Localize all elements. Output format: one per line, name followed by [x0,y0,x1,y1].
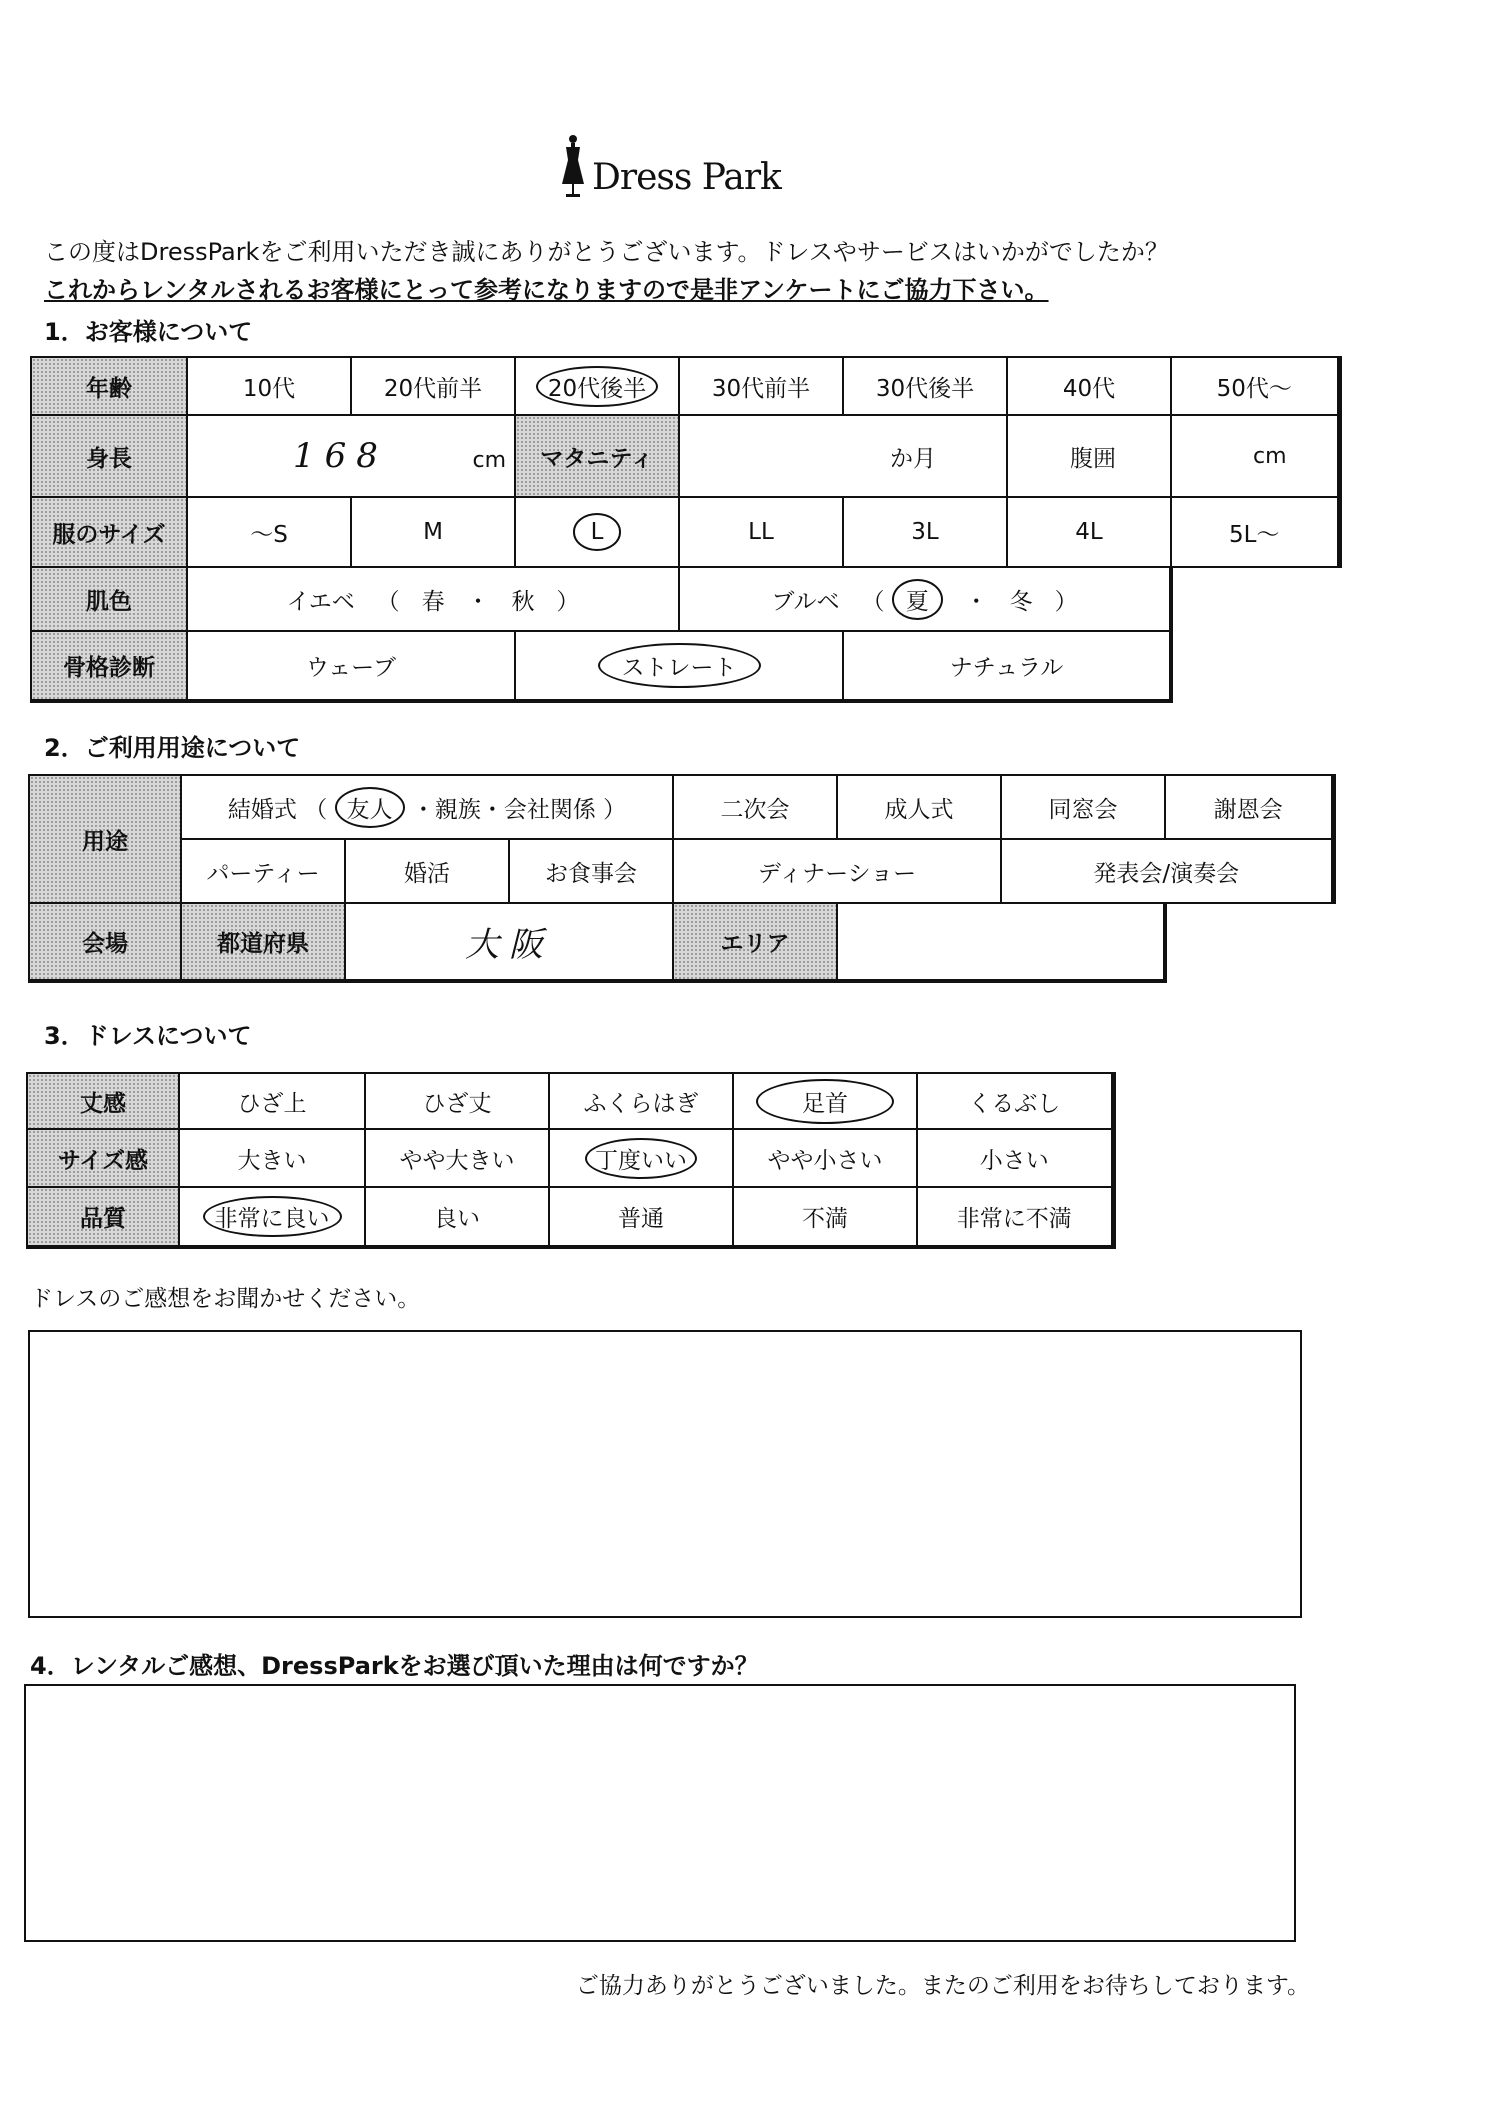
intro-text: この度はDressParkをご利用いただき誠にありがとうございます。ドレスやサービスはいかがでしたか？ [44,238,1169,266]
size-option[interactable]: 5L～ [1171,497,1339,567]
age-option[interactable]: 40代 [1007,357,1171,415]
summer-option-selected: 夏 [892,579,943,620]
maternity-label: マタニティ [515,415,679,497]
fit-option[interactable]: やや大きい [365,1129,549,1187]
frame-label: 骨格診断 [31,631,187,701]
paren-open: （ [376,588,400,615]
wedding-other-options: ・親族・会社関係 [411,796,596,823]
length-option[interactable]: ふくらはぎ [549,1073,733,1129]
use-option[interactable]: お食事会 [509,839,673,903]
use-option[interactable]: パーティー [181,839,345,903]
size-option[interactable]: ～S [187,497,351,567]
use-option[interactable]: 謝恩会 [1165,775,1333,839]
blue-base-label: ブルベ [771,588,840,615]
paren-close: ） [556,588,580,615]
section-1-title: 1．お客様について [44,318,253,346]
age-option-selected[interactable] [515,357,679,415]
height-label: 身長 [31,415,187,497]
dress-mannequin-icon [560,134,586,198]
friend-option-selected: 友人 [335,787,405,828]
age-option[interactable]: 30代前半 [679,357,843,415]
area-field[interactable] [837,903,1165,981]
skin-label: 肌色 [31,567,187,631]
wedding-label: 結婚式 [227,796,297,823]
selected-ring: 20代後半 [536,366,658,407]
impression-textarea[interactable] [28,1330,1302,1618]
use-option[interactable]: 発表会/演奏会 [1001,839,1333,903]
use-option[interactable]: 婚活 [345,839,509,903]
age-option[interactable]: 30代後半 [843,357,1007,415]
size-option[interactable]: M [351,497,515,567]
section-4-title: 4．レンタルご感想、DressParkをお選び頂いた理由は何ですか？ [30,1652,759,1680]
logo [560,128,781,198]
height-unit: cm [472,448,506,473]
logo-text: Dress Park [592,157,781,198]
paren-open: （ [304,796,328,823]
customer-table [30,356,1342,703]
wedding-option[interactable] [181,775,673,839]
selected-ring: 丁度いい [585,1138,697,1179]
paren-close: ） [1054,588,1078,615]
use-label: 用途 [29,775,181,903]
waist-label: 腹囲 [1007,415,1171,497]
use-option[interactable]: ディナーショー [673,839,1001,903]
dress-table [26,1072,1116,1249]
use-option[interactable]: 二次会 [673,775,837,839]
quality-option[interactable]: 非常に不満 [917,1187,1113,1247]
fit-label: サイズ感 [27,1129,179,1187]
venue-label: 会場 [29,903,181,981]
usage-table [28,774,1336,983]
quality-option-selected[interactable] [179,1187,365,1247]
section-2-title: 2．ご利用用途について [44,734,301,762]
selected-ring: ストレート [598,643,761,688]
prefecture-label: 都道府県 [181,903,345,981]
maternity-months-field[interactable] [679,415,1007,497]
intro-request: これからレンタルされるお客様にとって参考になりますので是非アンケートにご協力下さい。 [44,276,1049,304]
size-option[interactable]: 3L [843,497,1007,567]
impression-label: ドレスのご感想をお聞かせください。 [30,1286,421,1312]
fit-option[interactable]: やや小さい [733,1129,917,1187]
fit-option-selected[interactable] [549,1129,733,1187]
prefecture-value: 大阪 [465,925,554,965]
reason-textarea[interactable] [24,1684,1296,1942]
paren-close: ） [603,796,627,823]
age-option[interactable]: 50代～ [1171,357,1339,415]
quality-label: 品質 [27,1187,179,1247]
age-option[interactable]: 20代前半 [351,357,515,415]
length-label: 丈感 [27,1073,179,1129]
quality-option[interactable]: 良い [365,1187,549,1247]
selected-ring: 非常に良い [203,1196,342,1237]
size-option[interactable]: LL [679,497,843,567]
months-unit: か月 [890,445,936,472]
skin-yellow-option[interactable] [187,567,679,631]
autumn-option: 秋 [511,588,535,615]
quality-option[interactable]: 普通 [549,1187,733,1247]
fit-option[interactable]: 大きい [179,1129,365,1187]
prefecture-field[interactable] [345,903,673,981]
separator: ・ [466,588,490,615]
height-value: 168 [292,436,388,476]
use-option[interactable]: 同窓会 [1001,775,1165,839]
height-field[interactable] [187,415,515,497]
size-label: 服のサイズ [31,497,187,567]
fit-option[interactable]: 小さい [917,1129,1113,1187]
use-option[interactable]: 成人式 [837,775,1001,839]
spring-option: 春 [421,588,445,615]
size-option-selected[interactable] [515,497,679,567]
separator: ・ [964,588,988,615]
age-label: 年齢 [31,357,187,415]
length-option[interactable]: ひざ上 [179,1073,365,1129]
selected-ring: L [573,513,622,551]
yellow-base-label: イエベ [286,588,355,615]
waist-field[interactable] [1171,415,1339,497]
selected-ring: 足首 [756,1079,894,1124]
quality-option[interactable]: 不満 [733,1187,917,1247]
waist-unit: cm [1252,444,1287,469]
frame-option[interactable]: ナチュラル [843,631,1171,701]
paren-open: （ [861,588,885,615]
size-option[interactable]: 4L [1007,497,1171,567]
frame-option-selected[interactable] [515,631,843,701]
frame-option[interactable]: ウェーブ [187,631,515,701]
skin-blue-option[interactable] [679,567,1171,631]
section-3-title: 3．ドレスについて [44,1022,252,1050]
length-option[interactable]: ひざ丈 [365,1073,549,1129]
thanks-message: ご協力ありがとうございました。またのご利用をお待ちしております。 [575,1973,1310,1999]
length-option[interactable]: くるぶし [917,1073,1113,1129]
length-option-selected[interactable] [733,1073,917,1129]
winter-option: 冬 [1009,588,1033,615]
age-option[interactable]: 10代 [187,357,351,415]
area-label: エリア [673,903,837,981]
